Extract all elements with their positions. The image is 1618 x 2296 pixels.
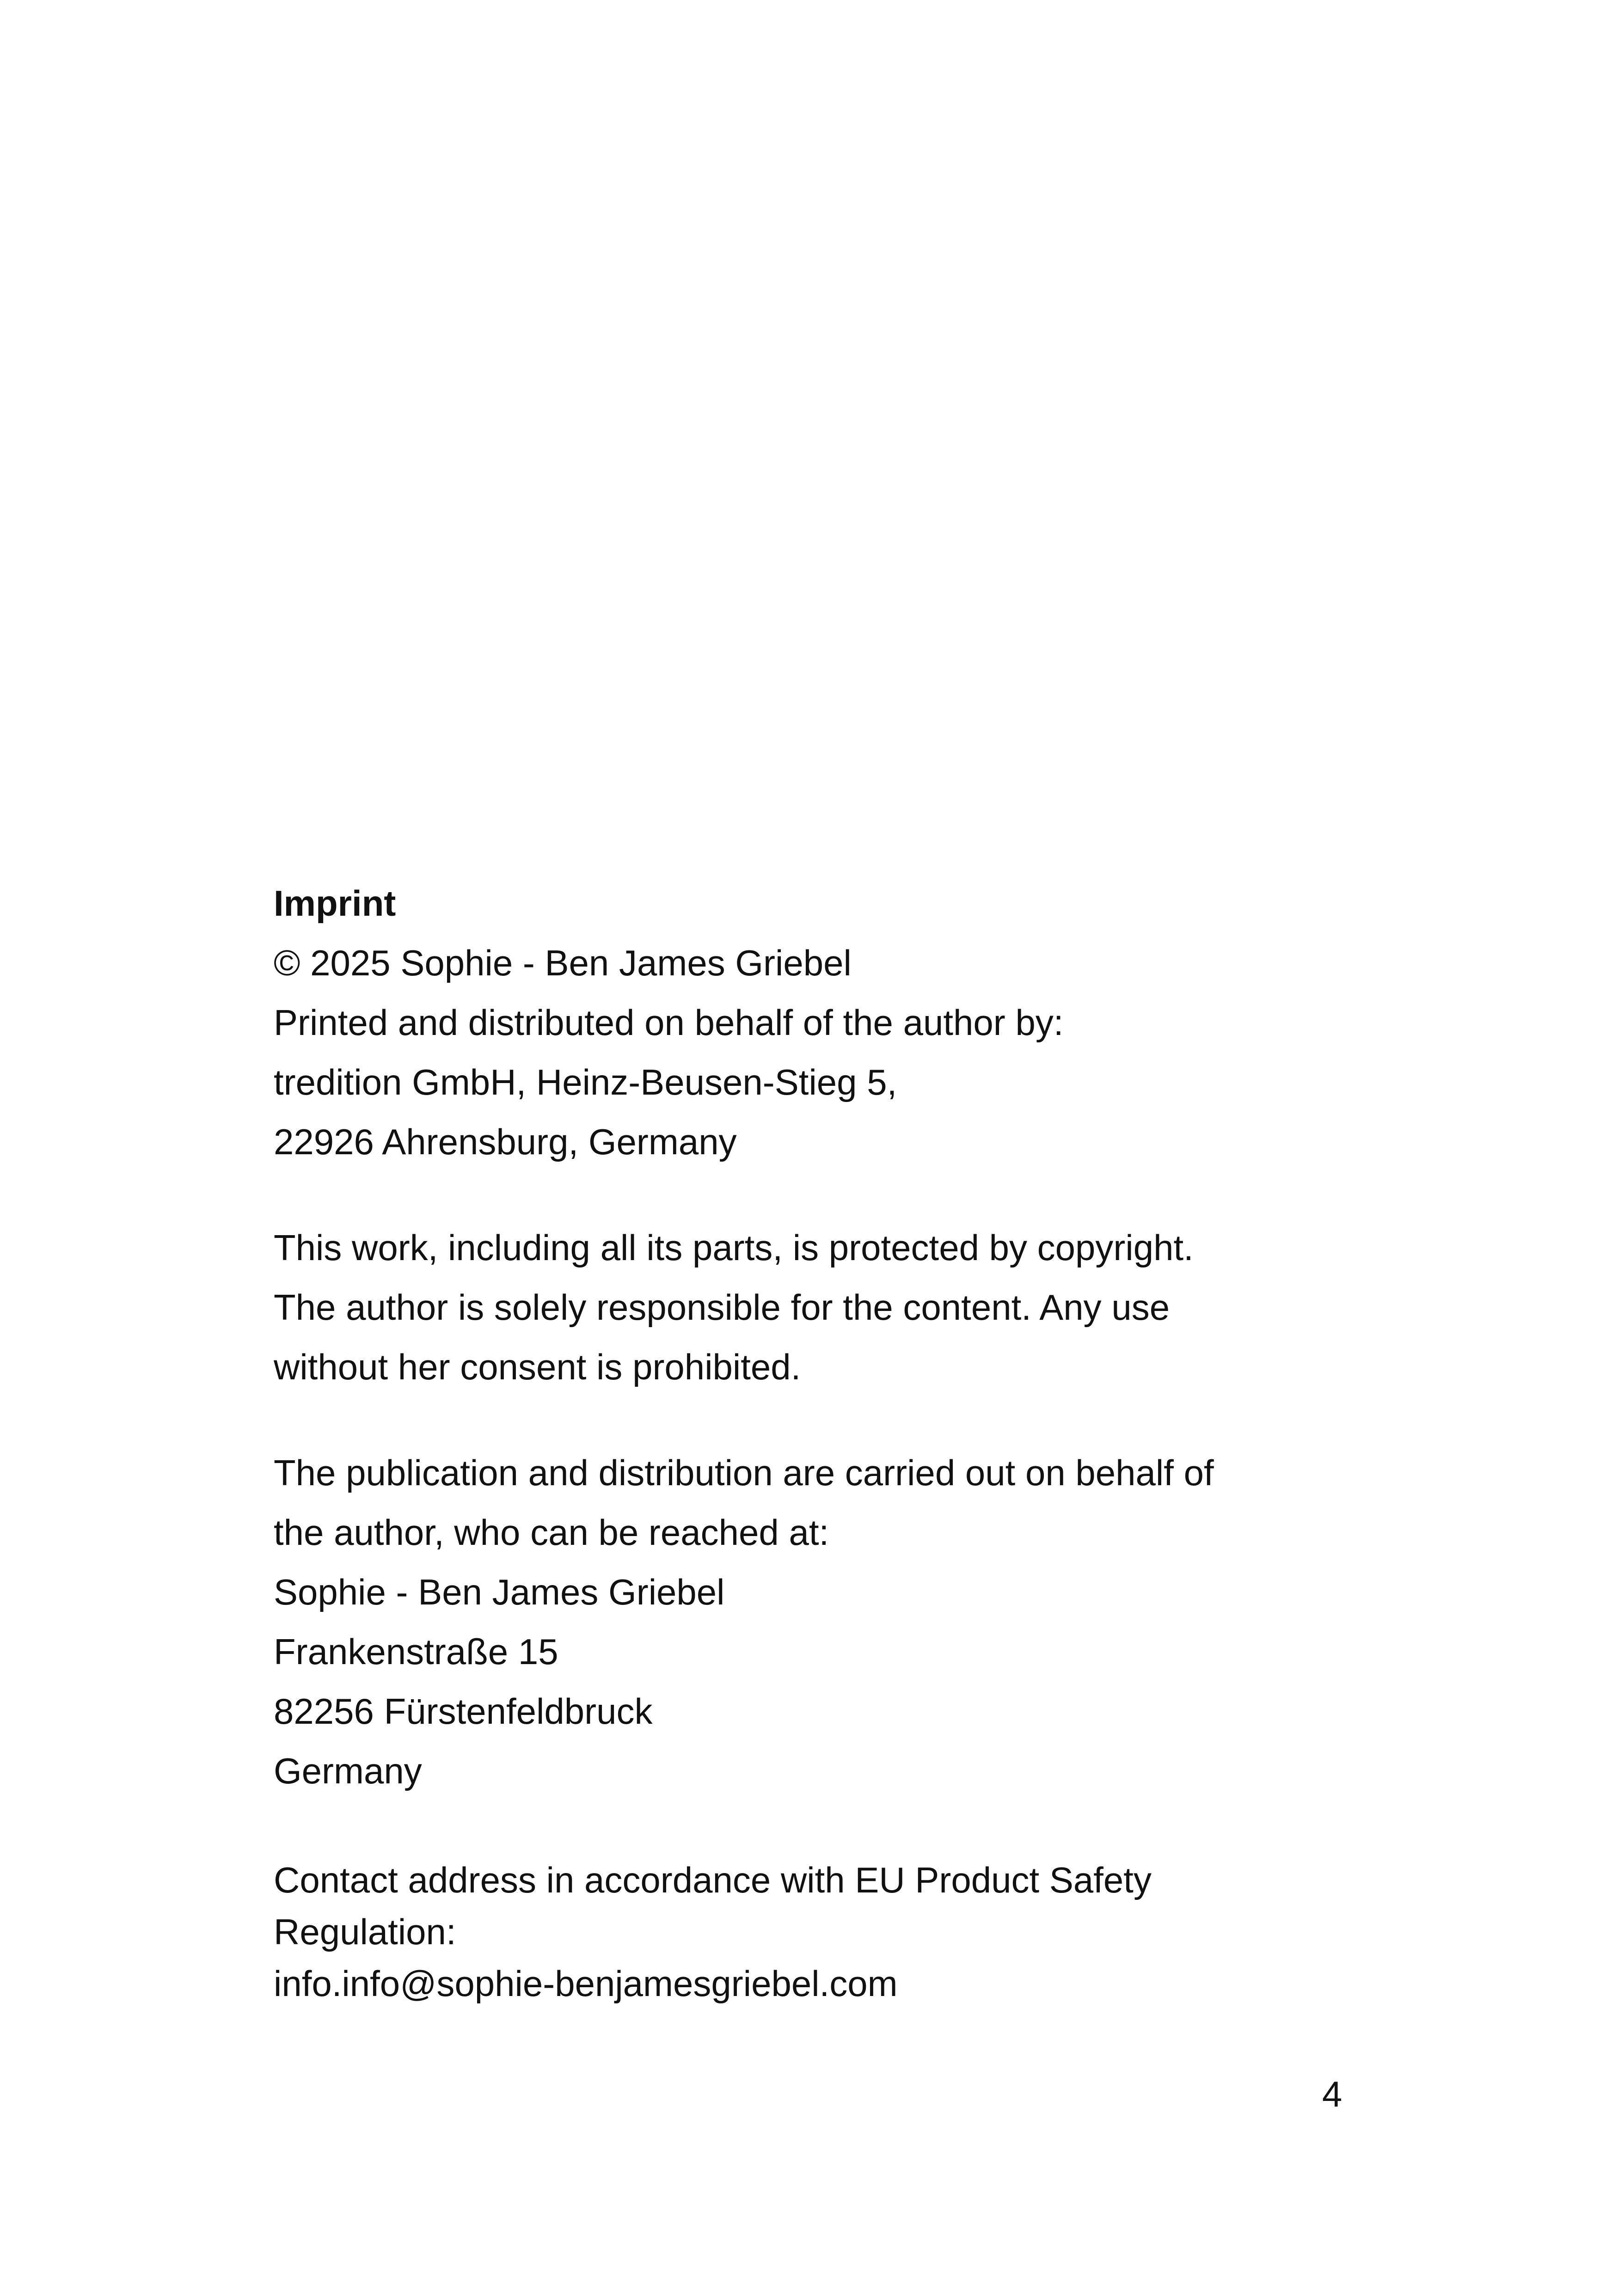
copyright-notice-line1: This work, including all its parts, is protected by copyright. [274,1227,1194,1268]
author-street: Frankenstraße 15 [274,1631,558,1672]
eu-contact-line1: Contact address in accordance with EU Product Safety [274,1860,1152,1900]
printed-by-line: Printed and distributed on behalf of the author by: [274,1002,1064,1043]
eu-contact [274,1854,1383,2009]
publisher-address-line1: tredition GmbH, Heinz-Beusen-Stieg 5, [274,1062,897,1102]
author-city: 82256 Fürstenfeldbruck [274,1691,653,1732]
publisher-address-line2: 22926 Ahrensburg, Germany [274,1121,737,1162]
copyright-notice [274,1218,1383,1397]
author-contact-line2: the author, who can be reached at: [274,1512,829,1553]
paragraph-spacer [274,1397,1383,1443]
imprint-block [274,874,1383,2009]
author-contact [274,1443,1383,1801]
copyright-notice-line2: The author is solely responsible for the content. Any use [274,1287,1170,1328]
paragraph-spacer [274,1172,1383,1218]
author-country: Germany [274,1751,422,1791]
copyright-notice-line3: without her consent is prohibited. [274,1347,801,1387]
paragraph-spacer [274,1801,1383,1854]
eu-contact-email: info.info@sophie-benjamesgriebel.com [274,1963,898,2004]
author-name: Sophie - Ben James Griebel [274,1572,725,1612]
copyright-line: © 2025 Sophie - Ben James Griebel [274,943,852,983]
imprint-heading: Imprint [274,883,396,924]
eu-contact-line2: Regulation: [274,1911,456,1952]
page-number: 4 [1322,2074,1342,2114]
author-contact-line1: The publication and distribution are carried out on behalf of [274,1452,1214,1493]
